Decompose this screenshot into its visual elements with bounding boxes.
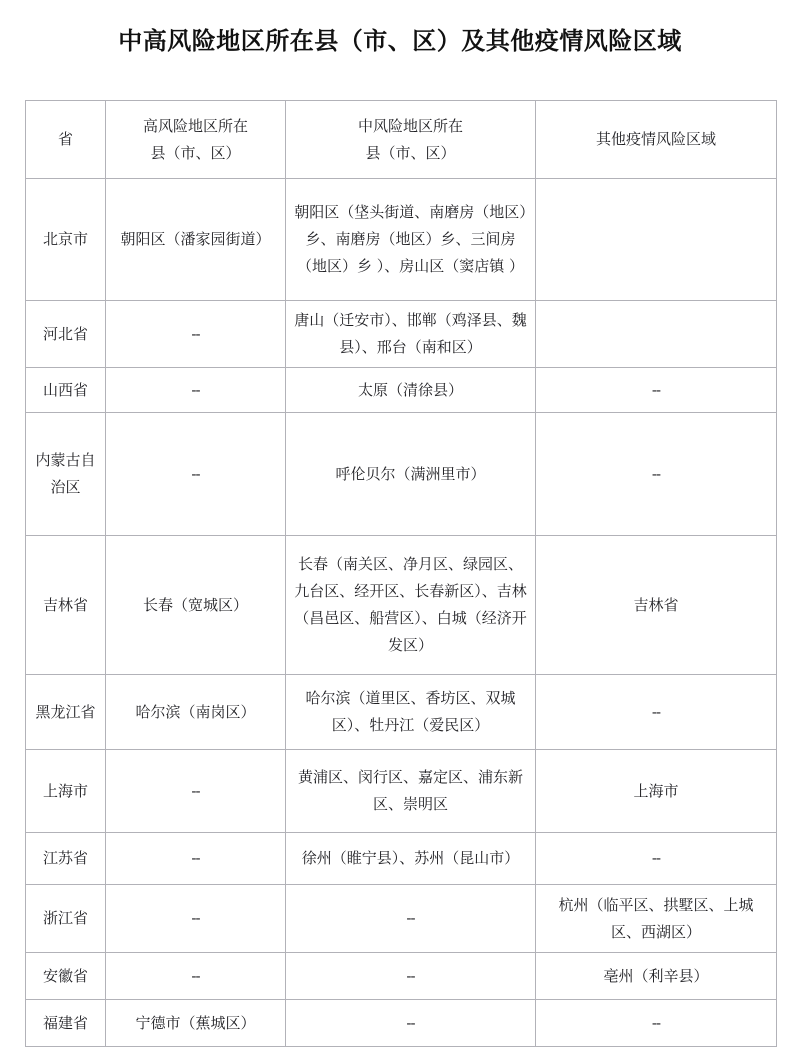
column-header-mid-risk-line2: 县（市、区） (365, 143, 456, 162)
cell-other-risk: 亳州（利辛县） (536, 953, 777, 1000)
cell-province: 河北省 (26, 301, 106, 368)
cell-other-risk (536, 301, 777, 368)
cell-high-risk: -- (106, 750, 286, 833)
cell-other-risk: -- (536, 1000, 777, 1047)
table-row (26, 750, 777, 833)
table-header-row (26, 101, 777, 179)
cell-high-risk: 哈尔滨（南岗区） (106, 675, 286, 750)
table-row (26, 179, 777, 301)
cell-high-risk: -- (106, 301, 286, 368)
page-title: 中高风险地区所在县（市、区）及其他疫情风险区域 (118, 26, 682, 55)
column-header-other-risk: 其他疫情风险区域 (536, 101, 777, 179)
risk-area-table (25, 100, 777, 1047)
cell-province: 山西省 (26, 368, 106, 413)
cell-mid-risk: 唐山（迁安市）、邯郸（鸡泽县、魏县）、邢台（南和区） (286, 301, 536, 368)
table-row (26, 536, 777, 675)
cell-other-risk: 上海市 (536, 750, 777, 833)
cell-province: 安徽省 (26, 953, 106, 1000)
cell-province: 福建省 (26, 1000, 106, 1047)
cell-other-risk: -- (536, 833, 777, 885)
table-row (26, 301, 777, 368)
column-header-high-risk-line2: 县（市、区） (150, 143, 241, 162)
column-header-high-risk-line1: 高风险地区所在 (142, 116, 248, 135)
table-row (26, 675, 777, 750)
column-header-mid-risk-line1: 中风险地区所在 (357, 116, 463, 135)
cell-other-risk (536, 179, 777, 301)
cell-mid-risk: -- (286, 885, 536, 953)
cell-mid-risk: 呼伦贝尔（满洲里市） (286, 413, 536, 536)
cell-mid-risk: 徐州（睢宁县）、苏州（昆山市） (286, 833, 536, 885)
cell-high-risk: 长春（宽城区） (106, 536, 286, 675)
cell-other-risk: 杭州（临平区、拱墅区、上城区、西湖区） (536, 885, 777, 953)
cell-other-risk: -- (536, 413, 777, 536)
cell-mid-risk: 黄浦区、闵行区、嘉定区、浦东新区、崇明区 (286, 750, 536, 833)
cell-other-risk: -- (536, 368, 777, 413)
cell-high-risk: 朝阳区（潘家园街道） (106, 179, 286, 301)
cell-mid-risk: -- (286, 1000, 536, 1047)
table-row (26, 885, 777, 953)
cell-province: 浙江省 (26, 885, 106, 953)
cell-other-risk: -- (536, 675, 777, 750)
cell-other-risk: 吉林省 (536, 536, 777, 675)
cell-province: 北京市 (26, 179, 106, 301)
cell-mid-risk: 朝阳区（垡头街道、南磨房（地区）乡、南磨房（地区）乡、三间房（地区）乡 ）、房山区（窦店镇 ） (286, 179, 536, 301)
column-header-province: 省 (26, 101, 106, 179)
cell-mid-risk: 太原（清徐县） (286, 368, 536, 413)
risk-table-container (25, 100, 776, 1047)
cell-province: 黑龙江省 (26, 675, 106, 750)
table-row (26, 833, 777, 885)
cell-mid-risk: 哈尔滨（道里区、香坊区、双城区）、牡丹江（爱民区） (286, 675, 536, 750)
table-row (26, 953, 777, 1000)
cell-high-risk: -- (106, 413, 286, 536)
cell-high-risk: -- (106, 368, 286, 413)
cell-high-risk: -- (106, 953, 286, 1000)
table-row (26, 1000, 777, 1047)
cell-high-risk: 宁德市（蕉城区） (106, 1000, 286, 1047)
cell-mid-risk: 长春（南关区、净月区、绿园区、九台区、经开区、长春新区）、吉林（昌邑区、船营区）、白城（经济开发区） (286, 536, 536, 675)
cell-high-risk: -- (106, 885, 286, 953)
cell-province: 内蒙古自治区 (26, 413, 106, 536)
column-header-mid-risk (286, 101, 536, 179)
cell-high-risk: -- (106, 833, 286, 885)
cell-province: 江苏省 (26, 833, 106, 885)
cell-province: 上海市 (26, 750, 106, 833)
cell-mid-risk: -- (286, 953, 536, 1000)
table-row (26, 368, 777, 413)
cell-province: 吉林省 (26, 536, 106, 675)
column-header-high-risk (106, 101, 286, 179)
table-row (26, 413, 777, 536)
